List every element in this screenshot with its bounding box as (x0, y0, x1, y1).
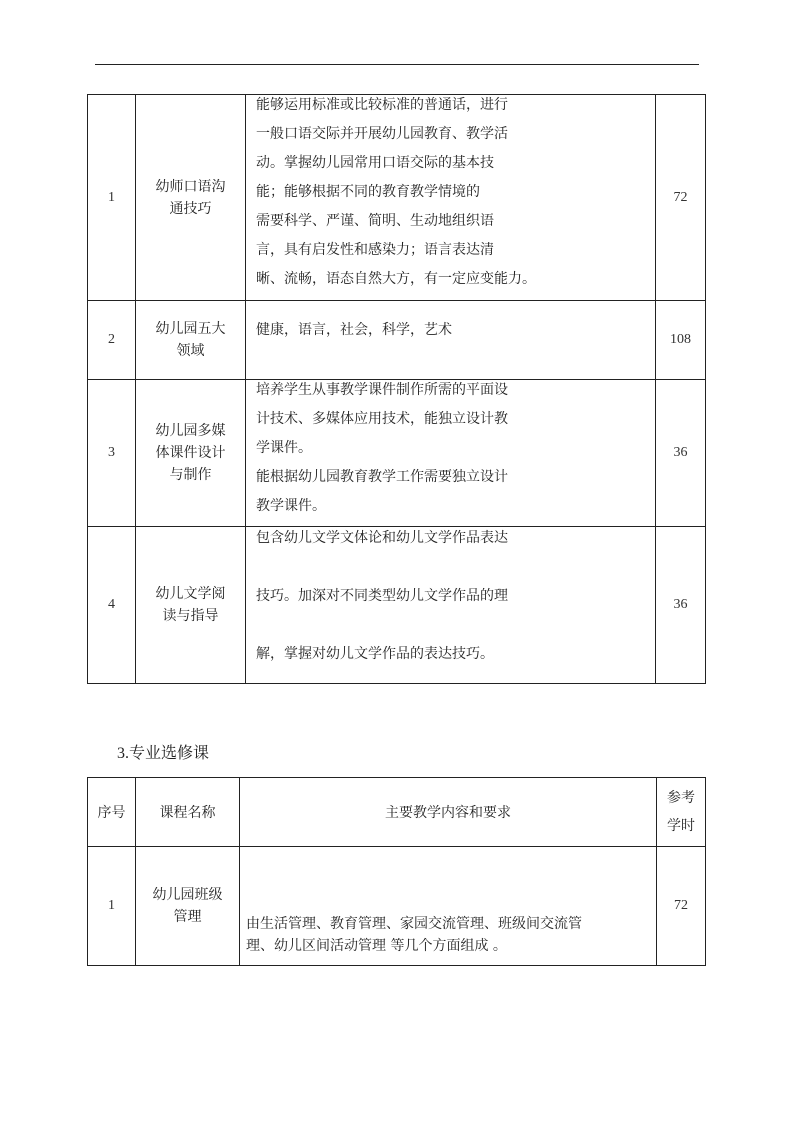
header-content: 主要教学内容和要求 (240, 778, 657, 847)
table-row (88, 847, 706, 966)
course-name: 幼师口语沟 通技巧 (136, 95, 246, 301)
course-content: 由生活管理、教育管理、家园交流管理、班级间交流管 理、幼儿区间活动管理 等几个方面组成 。 (240, 847, 657, 966)
course-content: 包含幼儿文学文体论和幼儿文学作品表达 技巧。加深对不同类型幼儿文学作品的理 解，掌握对幼儿文学作品的表达技巧。 (246, 527, 656, 684)
course-content: 能够运用标准或比较标准的普通话，进行 一般口语交际并开展幼儿园教育、教学活 动。掌握幼儿园常用口语交际的基本技 能；能够根据不同的教育教学情境的 需要科学、严谨、简明、生动地组织语 言，具有启发性和感染力；语言表达清 晰、流畅，语态自然大方，有一定应变能力。 (246, 95, 656, 301)
header-number: 序号 (88, 778, 136, 847)
course-hours: 72 (656, 95, 706, 301)
course-hours: 108 (656, 301, 706, 380)
row-number: 1 (88, 95, 136, 301)
course-hours: 36 (656, 380, 706, 527)
row-number: 2 (88, 301, 136, 380)
course-hours: 72 (657, 847, 706, 966)
table-header-row (88, 778, 706, 847)
course-name: 幼儿园五大 领域 (136, 301, 246, 380)
table-row (88, 95, 706, 301)
header-hours: 参考 学时 (657, 778, 706, 847)
header-rule (95, 64, 699, 65)
section-heading: 3.专业选修课 (117, 743, 210, 762)
course-content: 培养学生从事教学课件制作所需的平面设 计技术、多媒体应用技术，能独立设计教 学课件。 能根据幼儿园教育教学工作需要独立设计 教学课件。 (246, 380, 656, 527)
row-number: 1 (88, 847, 136, 966)
course-table-required (87, 94, 706, 684)
header-course-name: 课程名称 (136, 778, 240, 847)
row-number: 3 (88, 380, 136, 527)
table-row (88, 380, 706, 527)
course-content: 健康，语言，社会，科学，艺术 (246, 301, 656, 380)
course-name: 幼儿园班级 管理 (136, 847, 240, 966)
course-name: 幼儿园多媒 体课件设计 与制作 (136, 380, 246, 527)
table-row (88, 527, 706, 684)
course-table-electives (87, 777, 706, 966)
course-name: 幼儿文学阅 读与指导 (136, 527, 246, 684)
table-row (88, 301, 706, 380)
course-hours: 36 (656, 527, 706, 684)
row-number: 4 (88, 527, 136, 684)
